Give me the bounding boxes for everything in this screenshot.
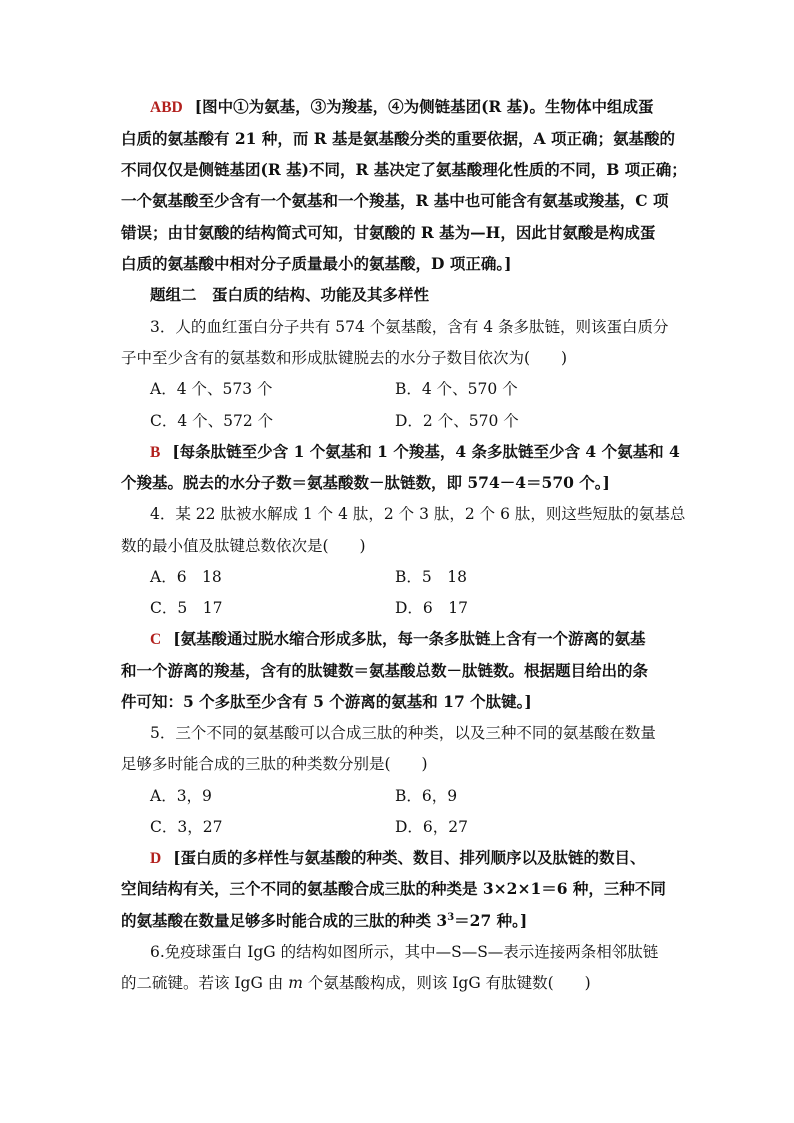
q3-option-b: B．4 个、570 个: [395, 380, 518, 398]
q3-option-a: A．4 个、573 个: [150, 380, 273, 398]
q5-line-1: 5．三个不同的氨基酸可以合成三肽的种类，以及三种不同的氨基酸在数量: [150, 724, 656, 742]
q5-option-c: C．3，27: [150, 818, 223, 836]
q4-option-a: A．6 18: [150, 568, 222, 586]
q4-line-1: 4．某 22 肽被水解成 1 个 4 肽，2 个 3 肽，2 个 6 肽，则这些短肽的氨基总: [150, 505, 686, 523]
q3-line-1: 3．人的血红蛋白分子共有 574 个氨基酸，含有 4 条多肽链，则该蛋白质分: [150, 318, 669, 336]
superscript: 3: [447, 911, 455, 923]
text: [蛋白质的多样性与氨基酸的种类、数目、排列顺序以及肽链的数目、: [173, 848, 646, 867]
q4-option-d: D．6 17: [395, 599, 469, 617]
answer-label: ABD: [150, 99, 183, 116]
text: 个氨基酸构成，则该 IgG 有肽键数( ): [302, 974, 591, 992]
text: [每条肽链至少含 1 个氨基和 1 个羧基，4 条多肽链至少含 4 个氨基和 4: [172, 442, 680, 461]
text: 的氨基酸在数量足够多时能合成的三肽的种类 3: [121, 911, 448, 930]
group-title: 题组二 蛋白质的结构、功能及其多样性: [150, 285, 430, 304]
q5-option-d: D．6，27: [395, 818, 469, 836]
q4-explain-1: [150, 628, 710, 651]
q3-line-2: 子中至少含有的氨基数和形成肽键脱去的水分子数目依次为( ): [121, 349, 568, 367]
block1-line-1: [150, 96, 710, 119]
q5-option-a: A．3，9: [150, 787, 212, 805]
q6-line-1: 6.免疫球蛋白 IgG 的结构如图所示，其中—S—S—表示连接两条相邻肽链: [150, 943, 659, 961]
variable-m: m: [288, 974, 303, 992]
q5-line-2: 足够多时能合成的三肽的种类数分别是( ): [121, 755, 428, 773]
q5-explain-2: 空间结构有关，三个不同的氨基酸合成三肽的种类是 3×2×1＝6 种，三种不同: [121, 879, 666, 898]
q4-explain-2: 和一个游离的羧基，含有的肽键数＝氨基酸总数－肽链数。根据题目给出的条: [121, 661, 649, 680]
q5-option-b: B．6，9: [395, 787, 458, 805]
answer-label: D: [150, 850, 162, 867]
block1-line-6: 白质的氨基酸中相对分子质量最小的氨基酸，D 项正确。]: [121, 254, 512, 273]
q4-option-c: C．5 17: [150, 599, 223, 617]
q4-option-b: B．5 18: [395, 568, 467, 586]
block1-line-2: 白质的氨基酸有 21 种，而 R 基是氨基酸分类的重要依据，A 项正确；氨基酸的: [121, 129, 675, 148]
q3-option-d: D．2 个、570 个: [395, 412, 519, 430]
q3-option-c: C．4 个、572 个: [150, 412, 274, 430]
answer-label: C: [150, 631, 162, 648]
block1-line-5: 错误；由甘氨酸的结构简式可知，甘氨酸的 R 基为—H，因此甘氨酸是构成蛋: [121, 223, 656, 242]
q3-explain-1: [150, 441, 710, 464]
text: 的二硫键。若该 IgG 由: [121, 974, 289, 992]
q4-explain-3: 件可知：5 个多肽至少含有 5 个游离的氨基和 17 个肽键。]: [121, 692, 532, 711]
text: [图中①为氨基，③为羧基，④为侧链基团(R 基)。生物体中组成蛋: [194, 97, 654, 116]
q4-line-2: 数的最小值及肽键总数依次是( ): [121, 537, 366, 555]
block1-line-3: 不同仅仅是侧链基团(R 基)不同，R 基决定了氨基酸理化性质的不同，B 项正确；: [121, 160, 687, 179]
q6-line-2: [121, 972, 681, 994]
q5-explain-1: [150, 847, 710, 870]
q3-explain-2: 个羧基。脱去的水分子数＝氨基酸数－肽链数，即 574－4＝570 个。]: [121, 473, 610, 492]
block1-line-4: 一个氨基酸至少含有一个氨基和一个羧基，R 基中也可能含有氨基或羧基，C 项: [121, 191, 669, 210]
text: [氨基酸通过脱水缩合形成多肽，每一条多肽链上含有一个游离的氨基: [173, 629, 646, 648]
text: ＝27 种。]: [454, 911, 528, 930]
answer-label: B: [150, 444, 161, 461]
q5-explain-3: [121, 910, 681, 932]
